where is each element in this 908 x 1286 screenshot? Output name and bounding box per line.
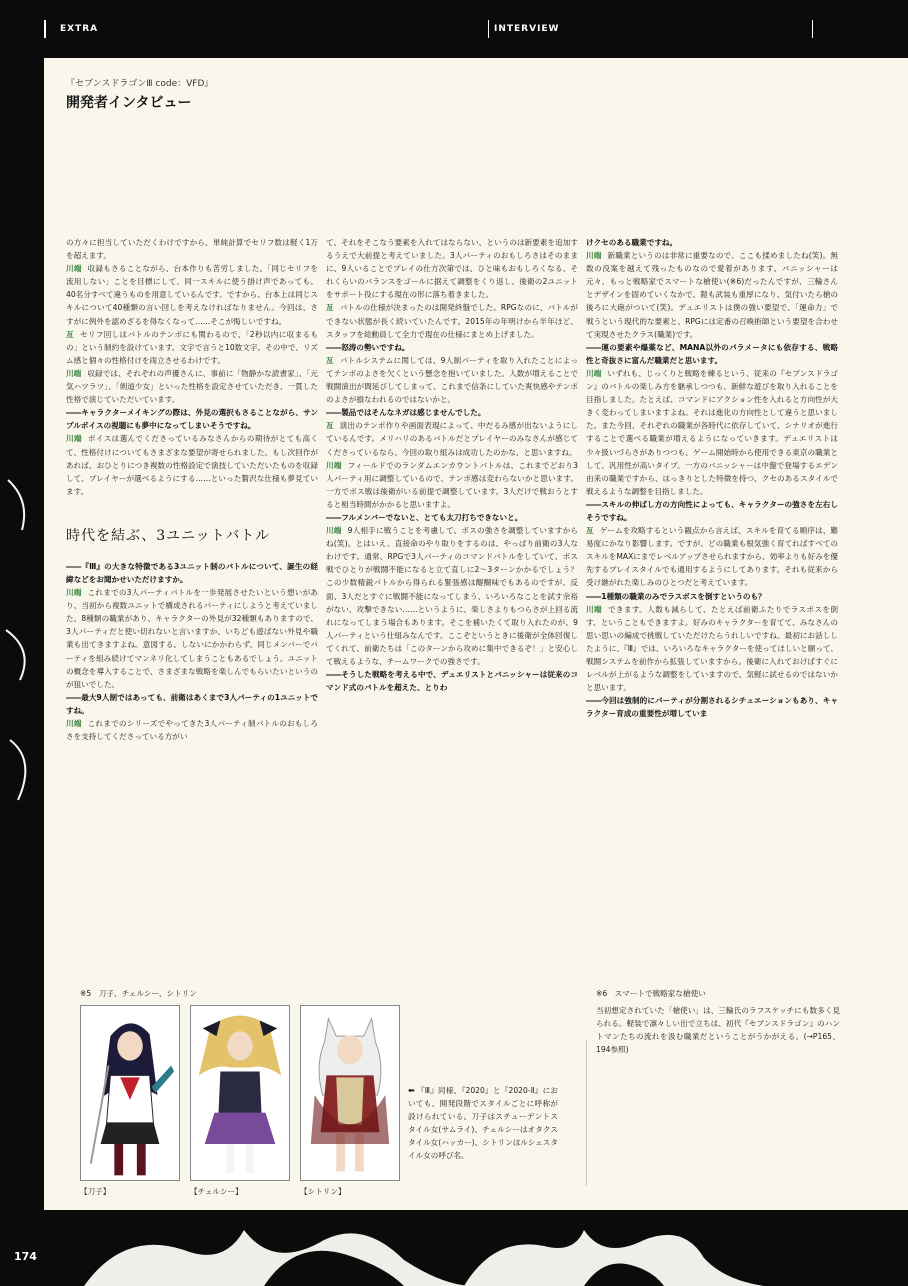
bottom-thorn-decoration xyxy=(44,1210,908,1286)
illustration-citrine xyxy=(300,1005,400,1181)
page-number: 174 xyxy=(14,1250,37,1263)
paragraph-text: いずれも、じっくりと戦略を練るという、従来の『セブンスドラゴン』のバトルの楽しみ方を継承しつつも、新鮮な遊びを取り入れることを目指しました。たとえば、コマンドにアクション性を入れると方向性が大きく変わってしまいますよね。それは進化の方向性として違うと思いました。また今回、それぞれの職業が各時代に依存していて、シナリオが進行することで選べる職業が増えるようになっていきます。デュエリストは少々扱いづらさがありつつも、ゲーム開始時から使用できる東京の職業として、汎用性が高いタイプ。一方のバニッシャーは中盤で登場するエデン由来の職業ですから、はっきりとした特徴を持つ、クセのあるスタイルで戦えるような調整を目指しました。 xyxy=(586,368,839,496)
paragraph xyxy=(586,249,838,341)
interviewer-question: ――そうした戦略を考える中で、デュエリストとバニッシャーは従来のコマンド式のバトルを超えた、とりわ xyxy=(326,670,578,693)
section-heading: 時代を結ぶ、3ユニットバトル xyxy=(66,527,271,544)
text-column-2 xyxy=(326,236,586,1022)
left-thorn-decoration xyxy=(0,300,46,940)
header-bar-right xyxy=(812,20,813,38)
text-column-1 xyxy=(66,236,318,1022)
speaker-name: 亙 xyxy=(326,355,334,365)
paragraph xyxy=(586,603,838,695)
paragraph xyxy=(326,301,578,340)
speaker-name: 川端 xyxy=(326,460,342,470)
interviewer-question: ――製品ではそんなネガは感じませんでした。 xyxy=(326,408,486,418)
article-title: 開発者インタビュー xyxy=(66,95,192,111)
paragraph xyxy=(66,367,318,406)
illustration-label: 【刀子】 xyxy=(80,1187,111,1196)
header-bar-left xyxy=(44,20,46,38)
paragraph-text: 9人相手に戦うことを考慮して、ボスの強さを調整していますからね(笑)。とはいえ、直接命のやり取りをするのは、やっぱり前衛の3人なわけです。通常、RPGで3人パーティのコマンドバトルをしていて、ボス戦でひとりが戦闘不能になると立て直しに2～3ターンかかるでしょう？ この少数精鋭バトルから得られる緊張感は醍醐味でもあるのですが、反面、3人だとすぐに戦闘不能になってしまう、いろいろなことを試す余裕がない、攻撃できない……というように、楽しさよりもつらさが上回る流れになってしまう場合もあります。そこを補いたくて取り入れたのが、9人パーティという仕組みなんです。ここぞというときに後衛が全体回復してくれて、前衛たちは「このターンから攻めに集中できるぞ！」と安心して戦えるような、チームワークでの強さです。 xyxy=(326,526,586,666)
interviewer-question: ――最大9人制ではあっても、前衛はあくまで3人パーティの1ユニットですね。 xyxy=(66,692,318,715)
illustration-katanako xyxy=(80,1005,180,1181)
paragraph xyxy=(66,432,318,497)
article-page xyxy=(44,58,908,1218)
speaker-name: 川端 xyxy=(586,251,602,261)
speaker-name: 川端 xyxy=(326,526,342,536)
paragraph xyxy=(326,524,586,668)
speaker-name: 亙 xyxy=(66,329,74,339)
article-kicker: 『セブンスドラゴンⅢ code：VFD』 xyxy=(66,79,214,89)
paragraph xyxy=(66,717,318,743)
header-bar-mid xyxy=(488,20,489,38)
interviewer-question: ――怒涛の勢いですね。 xyxy=(326,342,410,352)
interviewer-question: ――1種類の職業のみでラスボスを倒すというのも？ xyxy=(586,591,766,601)
character-illustration xyxy=(191,1006,289,1180)
paragraph xyxy=(326,419,578,458)
illustration-label: 【チェルシー】 xyxy=(190,1187,243,1196)
paragraph-text: できます。人数も減らして、たとえば前衛ふたりでラスボスを倒す、ということもできますよ。好みのキャラクターを育てて、みなさんの思い思いの編成で挑戦していただけたらうれしいですね。最初にお話ししたように、『Ⅲ』では、いろいろなキャラクターを使ってほしいと願って、戦闘システムを前作から拡張していますから。後衛に入れておけばすぐにレベルが上がるような調整をしていますので、気軽に試せるのではないかと思います。 xyxy=(586,604,839,693)
interviewer-question: ――フルメンバーでないと、とても太刀打ちできないと。 xyxy=(326,512,523,522)
interviewer-question: ――キャラクターメイキングの際は、外見の選択もさることながら、サンプルボイスの視聴にも夢中になってしまいそうですね。 xyxy=(66,408,318,431)
paragraph xyxy=(586,367,838,498)
speaker-name: 川端 xyxy=(66,368,82,378)
header-section-extra: EXTRA xyxy=(60,24,99,34)
interviewer-question: ――『Ⅲ』の大きな特徴である3ユニット制のバトルについて、誕生の経緯などをお聞かせいただけますか。 xyxy=(66,561,318,584)
paragraph: の方々に担当していただくわけですから、単純計算でセリフ数は軽く1万を超えます。 xyxy=(66,238,318,261)
paragraph-text: これまでのシリーズでやってきた3人パーティ制バトルのおもしろさを支持してくださっている方がい xyxy=(66,719,318,742)
illustration-chelsea xyxy=(190,1005,290,1181)
paragraph-text: セリフ回しはバトルのテンポにも関わるので、「2秒以内に収まるもの」という制約を設けています。文字で言うと10数文字。その中で、リズム感と個々の性格付けを両立させるわけです。 xyxy=(66,329,319,365)
paragraph-text: 収録もさることながら、台本作りも苦労しました。「同じセリフを流用しない」ことを目標にして、同一スキルに使う掛け声であっても、40名分すべて違うものを用意しているんです。ですから、台本上は同じスキルについて40種類の言い回しを考えなければなりません。今回は、さすがに例外を認めざるを得なくなって……そこが悔しいですね。 xyxy=(66,264,319,326)
paragraph xyxy=(66,586,318,691)
speaker-name: 川端 xyxy=(586,604,602,614)
caption-text: 『Ⅲ』同様、『2020』と『2020-Ⅱ』においても、開発段階でスタイルごとに呼称が設けられている。刀子はスチューデントスタイル女(サムライ)、チェルシーはオタクスタイル女(ハッカー)、シトリンはルシェスタイル女の呼び名。 xyxy=(408,1086,558,1160)
character-illustration xyxy=(81,1006,179,1180)
interviewer-question: ――スキルの伸ばし方の方向性によっても、キャラクターの強さを左右しそうですね。 xyxy=(586,499,838,522)
speaker-name: 川端 xyxy=(66,264,82,274)
interviewer-question: ――運の要素や爆薬など、MANA以外のパラメータにも依存する、戦略性と奇抜さに富んだ職業だと思います。 xyxy=(586,342,838,365)
speaker-name: 川端 xyxy=(66,588,82,598)
paragraph-text: バトルの仕様が決まったのは開発終盤でした。RPGなのに、バトルができない状態が長く続いていたんです。2015年の年明けから半年ほど、スタッフを総動員して全力で現在の仕様にまとめ上げました。 xyxy=(326,303,578,339)
paragraph: て、それをそこなう要素を入れてはならない、というのは新要素を追加するうえで大前提と考えていました。3人パーティのおもしろさはそのままに、9人いることでプレイの仕方次第では、ひと味もおもしろくなる、それくらいのバランスをゴールに据えて調整をくり返し、後衛の2ユニットをサポート役にする現在の形に落ち着きました。 xyxy=(326,238,578,300)
character-illustration xyxy=(301,1006,399,1180)
footnote-6-heading: ※6 スマートで戦略家な槍使い xyxy=(596,989,706,998)
paragraph xyxy=(326,354,578,406)
speaker-name: 川端 xyxy=(66,719,82,728)
interviewer-question: ――今回は強制的にパーティが分割されるシチュエーションもあり、キャラクター育成の重要性が増していま xyxy=(586,696,838,719)
speaker-name: 亙 xyxy=(586,526,594,536)
footnote-divider xyxy=(586,1040,587,1186)
paragraph-text: これまでの3人パーティバトルを一歩発展させたいという想いがあり、当初から複数ユニットで構成されるパーティにしようと考えていました。8種類の職業があり、キャラクターの外見が32種類もありますので、3人パーティだと使い切れないと言いますか、いちども遊ばない外見や職業も出てきますよね。意図する、しないにかかわらず、同じメンバーでパーティを組み続けてマンネリ化してしまうこともあるでしょう。ユニットの概念を導入することで、さまざまな戦略を楽しんでもらいたいというのが狙いでした。 xyxy=(66,588,318,689)
text-column-3 xyxy=(586,236,838,1022)
footnote-6-text: 当初想定されていた「槍使い」は、三輪氏のラフスケッチにも数多く見られる。軽装で凛々しい出で立ちは、初代『セブンスドラゴン』のハントマンたちの流れを汲む職業だということがうかがえる。(→P165、194参照) xyxy=(596,1006,840,1054)
arrow-left-icon: ⬅ xyxy=(408,1086,415,1095)
speaker-name: 亙 xyxy=(326,303,334,313)
paragraph xyxy=(586,524,838,589)
paragraph-text: ゲームを攻略するという観点から言えば、スキルを育てる順序は、難易度にかなり影響します。ですが、どの職業も根気強く育てればすべてのスキルをMAXにまでレベルアップさせられますから、効率よりも好みを優先するプレイスタイルでも通用するようにしてあります。それも従来から受け継がれた楽しみのひとつだと考えています。 xyxy=(586,526,839,588)
paragraph-text: 収録では、それぞれの声優さんに、事前に「物静かな読書家」、「元気ハツラツ」、「剣道少女」といった性格を設定させていただき、一貫した性格で演じていただいています。 xyxy=(66,368,318,405)
illustration-label: 【シトリン】 xyxy=(300,1187,346,1196)
page-header xyxy=(0,0,908,58)
speaker-name: 川端 xyxy=(586,368,602,378)
footnote-5-heading: ※5 刀子、チェルシー、シトリン xyxy=(80,989,197,998)
paragraph xyxy=(66,262,318,327)
paragraph-text: バトルシステムに関しては、9人制パーティを取り入れたことによってテンポのよさを欠くという懸念を抱いていました。人数が増えることで戦闘演出が間延びしてしまって、これまで信条にしていた爽快感やテンポのよさが損なわれるのではないかと。 xyxy=(326,355,579,405)
header-section-interview: INTERVIEW xyxy=(494,24,560,34)
paragraph-text: 新職業というのは非常に重要なので、ここも揉めましたね(笑)。無数の没案を越えて残ったものなので愛着があります。バニッシャーは元々、もっと戦略家でスマートな槍使い(※6)だったんですが、三輪さんとデザインを固めていくなかで、鎧も武装も重厚になり、気付いたら槍の後ろに大砲がついて(笑)。デュエリストは僕の強い要望で、「運命力」で戦うという現代的な要素と、RPGには定番の召喚術師という要望を合わせて実現させたクラス(職業)です。 xyxy=(586,251,839,339)
paragraph xyxy=(326,459,578,511)
speaker-name: 亙 xyxy=(326,421,334,431)
paragraph-text: フィールドでのランダムエンカウントバトルは、これまでどおり3人パーティ用に調整しているので、テンポ感は変わらないかと思います。一方でボス戦は後衛がいる前提で調整しています。3人だけで戦おうとすると相当時間がかかると思いますよ。 xyxy=(326,460,579,509)
paragraph-text: 演出のテンポ作りや画面表現によって、中だるみ感が出ないようにしているんです。メリハリのあるバトルだとプレイヤーのみなさんが感じてくださっているなら、今回の取り組みは成功したのかな、と思いますね。 xyxy=(326,421,579,457)
speaker-name: 川端 xyxy=(66,434,82,444)
paragraph-text: ボイスは選んでくださっているみなさんからの期待がとても高くて、性格付けについてもさまざまな要望が寄せられました。もし次回作があれば、おひとりにつき複数の性格設定で演技していただいたものを収録して、プレイヤーが選べるようにする……といった贅沢な仕様も夢見ています。 xyxy=(66,434,319,496)
paragraph xyxy=(66,328,318,367)
illustration-caption xyxy=(408,1084,558,1162)
interviewer-question-continued: けクセのある職業ですね。 xyxy=(586,238,678,247)
